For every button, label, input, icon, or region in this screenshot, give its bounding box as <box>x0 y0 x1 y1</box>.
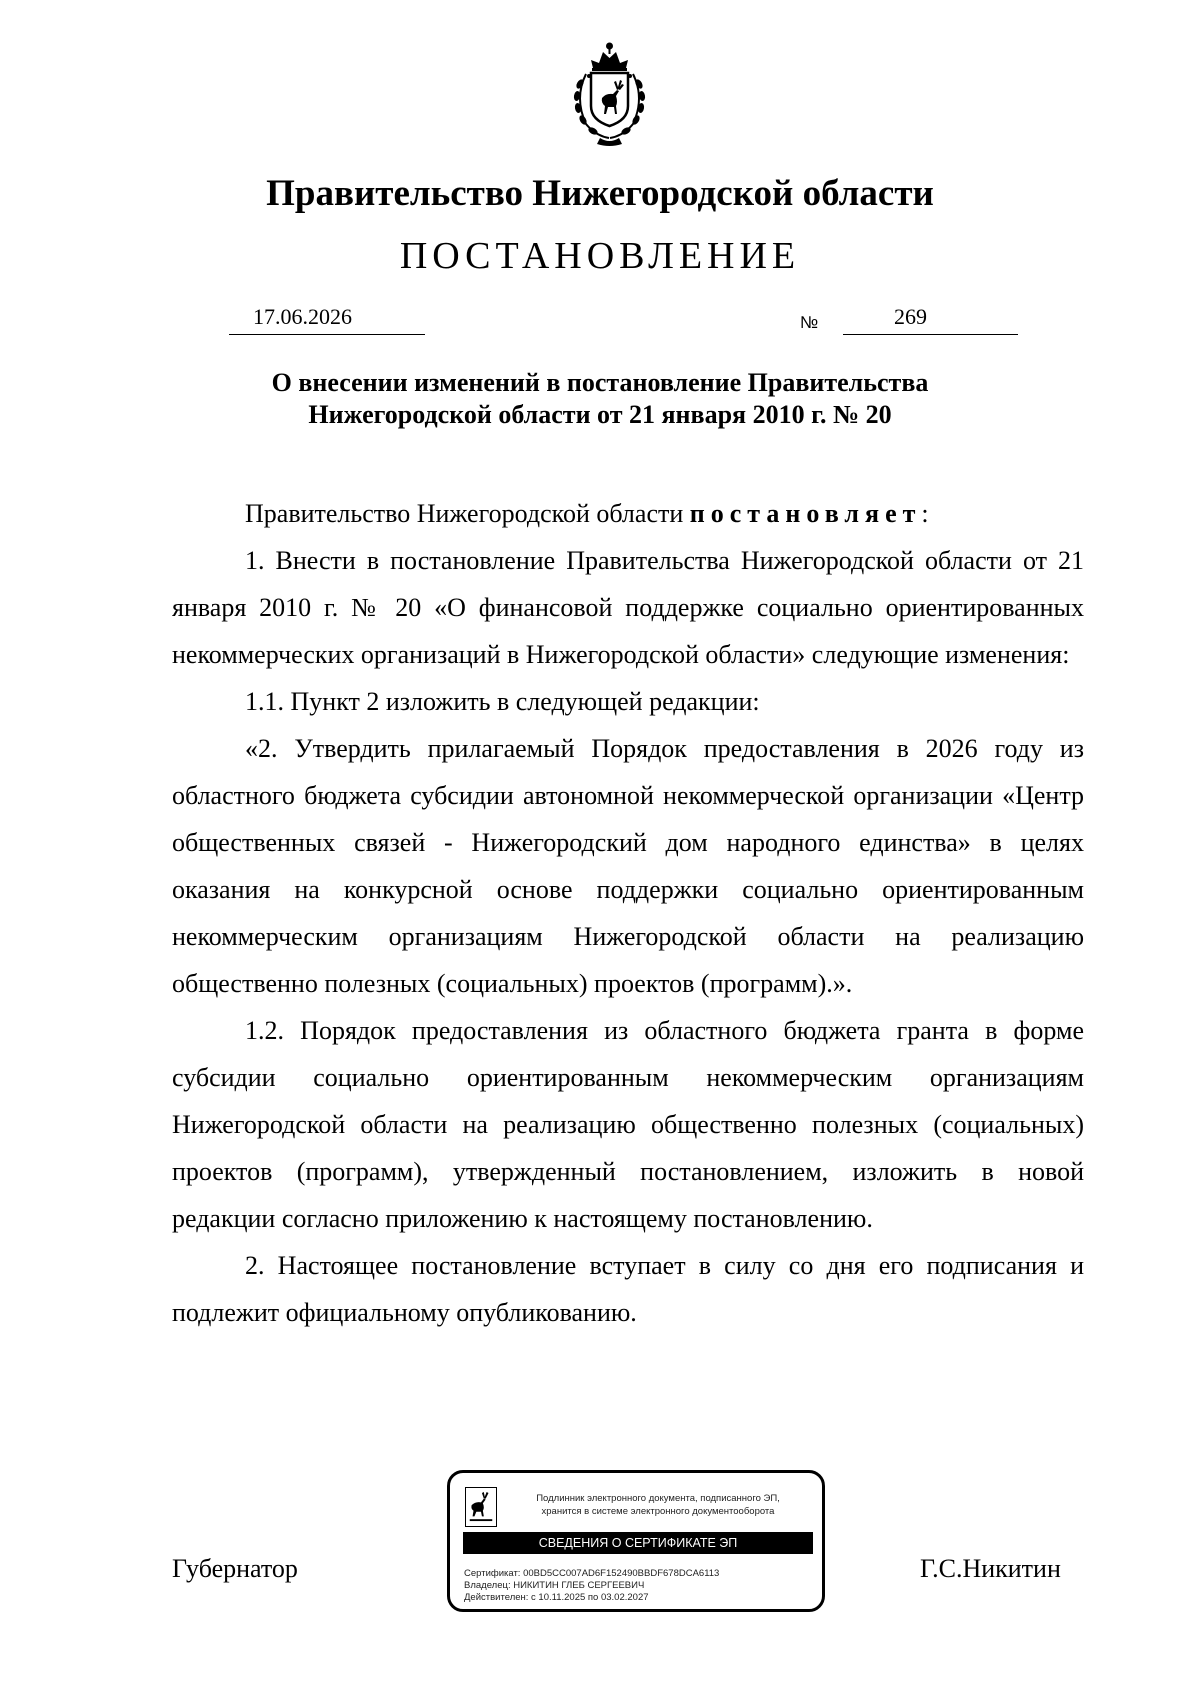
electronic-signature-stamp <box>447 1470 825 1612</box>
document-number: 269 <box>894 304 927 329</box>
intro-colon: : <box>921 499 929 528</box>
deer-emblem-icon <box>465 1487 497 1527</box>
document-body <box>172 490 1084 1336</box>
document-type: ПОСТАНОВЛЕНИЕ <box>399 235 801 277</box>
stamp-line-2: хранится в системе электронного документооборота <box>541 1506 775 1517</box>
stamp-validity: Действителен: с 10.11.2025 по 03.02.2027 <box>464 1592 649 1603</box>
coat-of-arms-icon <box>562 40 657 148</box>
date-field <box>229 304 425 335</box>
stamp-certificate: Сертификат: 00BD5CC007AD6F152490BBDF678DCA6113 <box>464 1568 720 1579</box>
paragraph-1-2: 1.2. Порядок предоставления из областного бюджета гранта в форме субсидии социально ориентированным некоммерческим организациям Нижегородской области на реализацию общественно полезных (социальных) проектов (программ), утвержденный постановлением, изложить в новой редакции согласно приложению к настоящему постановлению. <box>172 1016 1084 1233</box>
quoted-paragraph: «2. Утвердить прилагаемый Порядок предоставления в 2026 году из областного бюджета субсидии автономной некоммерческой организации «Центр общественных связей - Нижегородский дом народного единства» в целях оказания на конкурсной основе поддержки социально ориентированным некоммерческим организациям Нижегородской области на реализацию общественно полезных (социальных) проектов (программ).». <box>172 734 1084 998</box>
signer-title: Губернатор <box>172 1554 298 1583</box>
stamp-line-1: Подлинник электронного документа, подписанного ЭП, <box>536 1493 780 1504</box>
subject-line-1: О внесении изменений в постановление Правительства <box>271 368 929 397</box>
subject-line-2: Нижегородской области от 21 января 2010 г. № 20 <box>308 400 892 429</box>
stamp-certificate-header: СВЕДЕНИЯ О СЕРТИФИКАТЕ ЭП <box>463 1532 813 1554</box>
intro-paragraph <box>172 490 1084 537</box>
paragraph-1: 1. Внести в постановление Правительства Нижегородской области от 21 января 2010 г. № 20 «О финансовой поддержке социально ориентированных некоммерческих организаций в Нижегородской области» следующие изменения: <box>172 546 1084 669</box>
org-title: Правительство Нижегородской области <box>266 173 934 214</box>
document-subject <box>0 367 1200 431</box>
paragraph-2: 2. Настоящее постановление вступает в силу со дня его подписания и подлежит официальному опубликованию. <box>172 1251 1084 1327</box>
number-field <box>843 304 1018 335</box>
number-sign: № <box>800 313 819 332</box>
paragraph-1-1: 1.1. Пункт 2 изложить в следующей редакции: <box>245 687 760 716</box>
stamp-owner: Владелец: НИКИТИН ГЛЕБ СЕРГЕЕВИЧ <box>464 1580 645 1591</box>
signer-name: Г.С.Никитин <box>920 1554 1061 1583</box>
decree-verb: постановляет <box>689 499 922 528</box>
intro-text: Правительство Нижегородской области <box>245 499 690 528</box>
document-date: 17.06.2026 <box>253 304 352 329</box>
